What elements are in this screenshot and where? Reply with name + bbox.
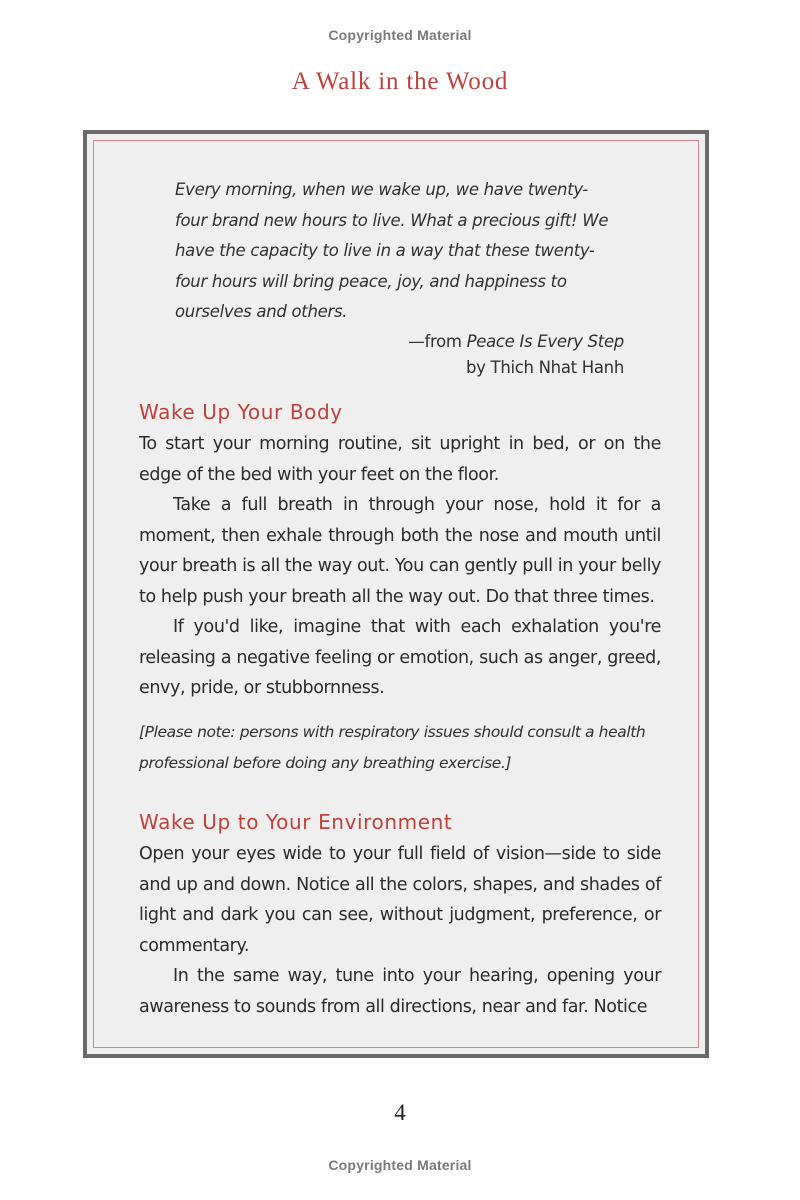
- quote-line: four hours will bring peace, joy, and happiness to: [175, 271, 567, 291]
- health-note: [Please note: persons with respiratory issues should consult a health professional before doing any breathing exercise.]: [139, 723, 646, 772]
- paragraph: Open your eyes wide to your full field of vision—side to side and up and down. Notice all the colors, shapes, and shades of light and dark you can see, without judgment, preference, or commentary.: [139, 844, 661, 956]
- copyright-notice-bottom: Copyrighted Material: [328, 1157, 472, 1173]
- attribution-source: [408, 329, 624, 355]
- quote-line: ourselves and others.: [175, 302, 348, 321]
- quote-attribution: [408, 329, 624, 381]
- paragraph: To start your morning routine, sit upright in bed, or on the edge of the bed with your feet on the floor.: [139, 434, 661, 485]
- quote-line: four brand new hours to live. What a precious gift! We: [175, 210, 609, 230]
- section-body-wake-up-environment: [139, 839, 661, 1022]
- paragraph: In the same way, tune into your hearing, opening your awareness to sounds from all directions, near and far. Notice: [139, 966, 661, 1017]
- section-heading-wake-up-environment: Wake Up to Your Environment: [139, 810, 453, 834]
- attribution-prefix: —from: [408, 332, 467, 351]
- quote-line: have the capacity to live in a way that these twenty-: [175, 241, 595, 260]
- running-head: A Walk in the Wood: [291, 68, 509, 95]
- epigraph-quote: [175, 175, 635, 328]
- attribution-author: by Thich Nhat Hanh: [465, 358, 624, 377]
- section-body-wake-up-body: [139, 429, 661, 704]
- attribution-book-title: Peace Is Every Step: [466, 332, 624, 351]
- paragraph: If you'd like, imagine that with each exhalation you're releasing a negative feeling or emotion, such as anger, greed, envy, pride, or stubbornness.: [139, 617, 661, 698]
- quote-line: Every morning, when we wake up, we have twenty-: [175, 180, 588, 199]
- copyright-notice-top: Copyrighted Material: [328, 27, 472, 43]
- page-number: 4: [394, 1100, 406, 1125]
- paragraph: Take a full breath in through your nose, hold it for a moment, then exhale through both the nose and mouth until your breath is all the way out. You can gently pull in your belly to help push your breath all the way out. Do that three times.: [139, 495, 661, 607]
- section-heading-wake-up-body: Wake Up Your Body: [139, 400, 343, 424]
